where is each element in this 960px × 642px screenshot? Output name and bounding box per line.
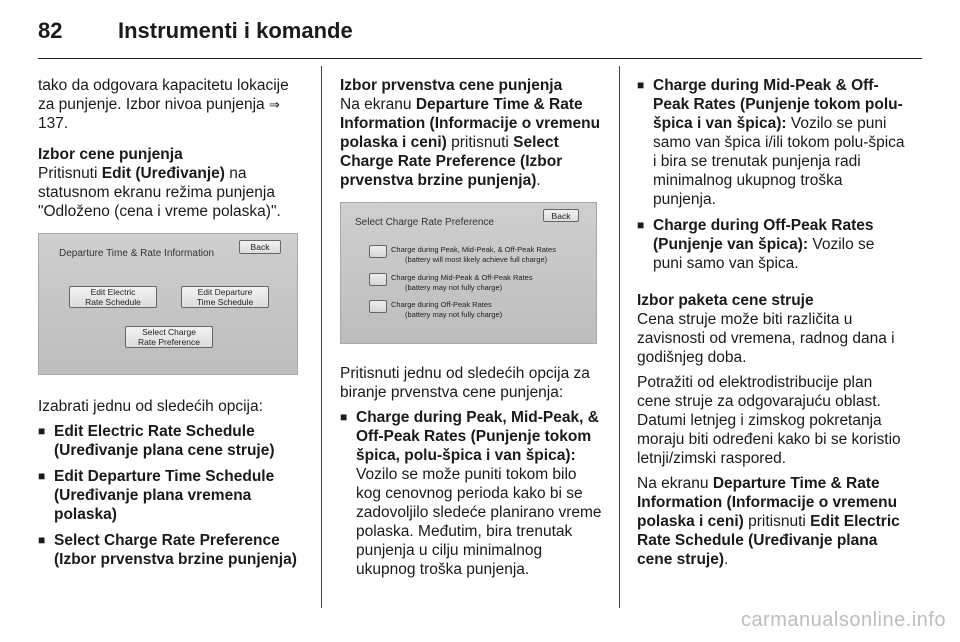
list-item: ■ Edit Electric Rate Schedule (Uređivanje plana cene struje) — [38, 423, 275, 459]
preference-list-continued — [637, 76, 905, 273]
intro-paragraph: tako da odgovara kapacitetu lokacije za punjenje. Izbor nivoa punjenja ⇒ 137. — [38, 77, 289, 132]
watermark: carmanualsonline.info — [740, 609, 946, 631]
find-paragraph: Potražiti od elektrodistribucije plan cene struje za odgovarajuću oblast. Datumi letnjeg i zimskog pokretanja moraju biti određeni kako bi se koristio letnji/zimski raspored. — [637, 374, 901, 467]
option-checkbox-mid-peak[interactable] — [369, 273, 387, 286]
list-item: ■ Edit Departure Time Schedule (Uređivanje plana vremena polaska) — [38, 468, 275, 523]
bullet-icon: ■ — [38, 533, 46, 547]
preference-list — [340, 408, 605, 579]
bullet-icon: ■ — [637, 218, 645, 232]
options-list — [38, 422, 308, 569]
price-paragraph: Pritisnuti Edit (Uređivanje) na statusnom ekranu režima punjenja "Odloženo (cena i vreme polaska)". — [38, 165, 281, 220]
page-title: Instrumenti i komande — [118, 18, 353, 43]
list-item: ■ Select Charge Rate Preference (Izbor prvenstva brzine punjenja) — [38, 532, 297, 568]
section-heading-price: Izbor cene punjenja — [38, 146, 183, 163]
package-paragraph: Cena struje može biti različita u zavisnosti od vremena, radnog dana i godišnjeg doba. — [637, 311, 895, 366]
final-paragraph: Na ekranu Departure Time & Rate Information (Informacije o vremenu polaska i ceni) pritisnuti Edit Electric Rate Schedule (Uređivanje plana cene struje). — [637, 475, 900, 568]
option-label-peak: Charge during Peak, Mid-Peak, & Off-Peak Rates (battery will most likely achieve full charge) — [391, 245, 556, 264]
edit-electric-rate-button[interactable]: Edit Electric Rate Schedule — [69, 286, 157, 308]
bullet-icon: ■ — [38, 424, 46, 438]
column-3 — [637, 76, 905, 581]
preference-paragraph: Na ekranu Departure Time & Rate Information (Informacije o vremenu polaska i ceni) pritisnuti Select Charge Rate Preference (Izbor prvenstva brzine punjenja). — [340, 96, 601, 189]
edit-departure-time-button[interactable]: Edit Departure Time Schedule — [181, 286, 269, 308]
column-2 — [340, 76, 605, 586]
select-charge-rate-button[interactable]: Select Charge Rate Preference — [125, 326, 213, 348]
back-button[interactable]: Back — [543, 209, 579, 222]
header-rule — [38, 58, 922, 59]
press-paragraph: Pritisnuti jednu od sledećih opcija za biranje prvenstva cene punjenja: — [340, 365, 590, 401]
page-number: 82 — [38, 18, 63, 43]
bullet-icon: ■ — [38, 469, 46, 483]
charge-rate-preference-screen — [340, 202, 597, 344]
list-item: ■ Charge during Mid-Peak & Off-Peak Rates (Punjenje tokom polu-špica i van špica): Vozilo se puni samo van špica i/ili tokom polu-špica i bira se trenutak punjenja radi minimalnog ukupnog troška punjenja. — [637, 77, 905, 208]
option-checkbox-peak[interactable] — [369, 245, 387, 258]
page-header — [38, 18, 922, 48]
section-heading-preference: Izbor prvenstva cene punjenja — [340, 77, 563, 94]
screen-title: Select Charge Rate Preference — [355, 217, 494, 228]
column-divider-2 — [619, 66, 620, 608]
choose-paragraph: Izabrati jednu od sledećih opcija: — [38, 398, 263, 415]
option-checkbox-off-peak[interactable] — [369, 300, 387, 313]
screen-title: Departure Time & Rate Information — [59, 248, 215, 259]
list-item: ■ Charge during Off-Peak Rates (Punjenje van špica): Vozilo se puni samo van špica. — [637, 217, 875, 272]
column-1 — [38, 76, 308, 576]
column-divider-1 — [321, 66, 322, 608]
section-heading-package: Izbor paketa cene struje — [637, 292, 814, 309]
departure-rate-screen — [38, 233, 298, 375]
back-button[interactable]: Back — [239, 240, 281, 254]
bullet-icon: ■ — [340, 410, 348, 424]
option-label-off-peak: Charge during Off-Peak Rates (battery may not fully charge) — [391, 300, 503, 319]
option-label-mid-peak: Charge during Mid-Peak & Off-Peak Rates (battery may not fully charge) — [391, 273, 533, 292]
arrow-right-icon: ⇒ — [268, 97, 280, 112]
list-item: ■ Charge during Peak, Mid-Peak, & Off-Peak Rates (Punjenje tokom špica, polu-špica i van špica): Vozilo se može puniti tokom bilo kog cenovnog perioda kako bi se zadovoljilo sledeće planirano vreme polaska. Međutim, bira trenutak punjenja u cilju minimalnog ukupnog troška punjenja. — [340, 409, 602, 578]
bullet-icon: ■ — [637, 78, 645, 92]
